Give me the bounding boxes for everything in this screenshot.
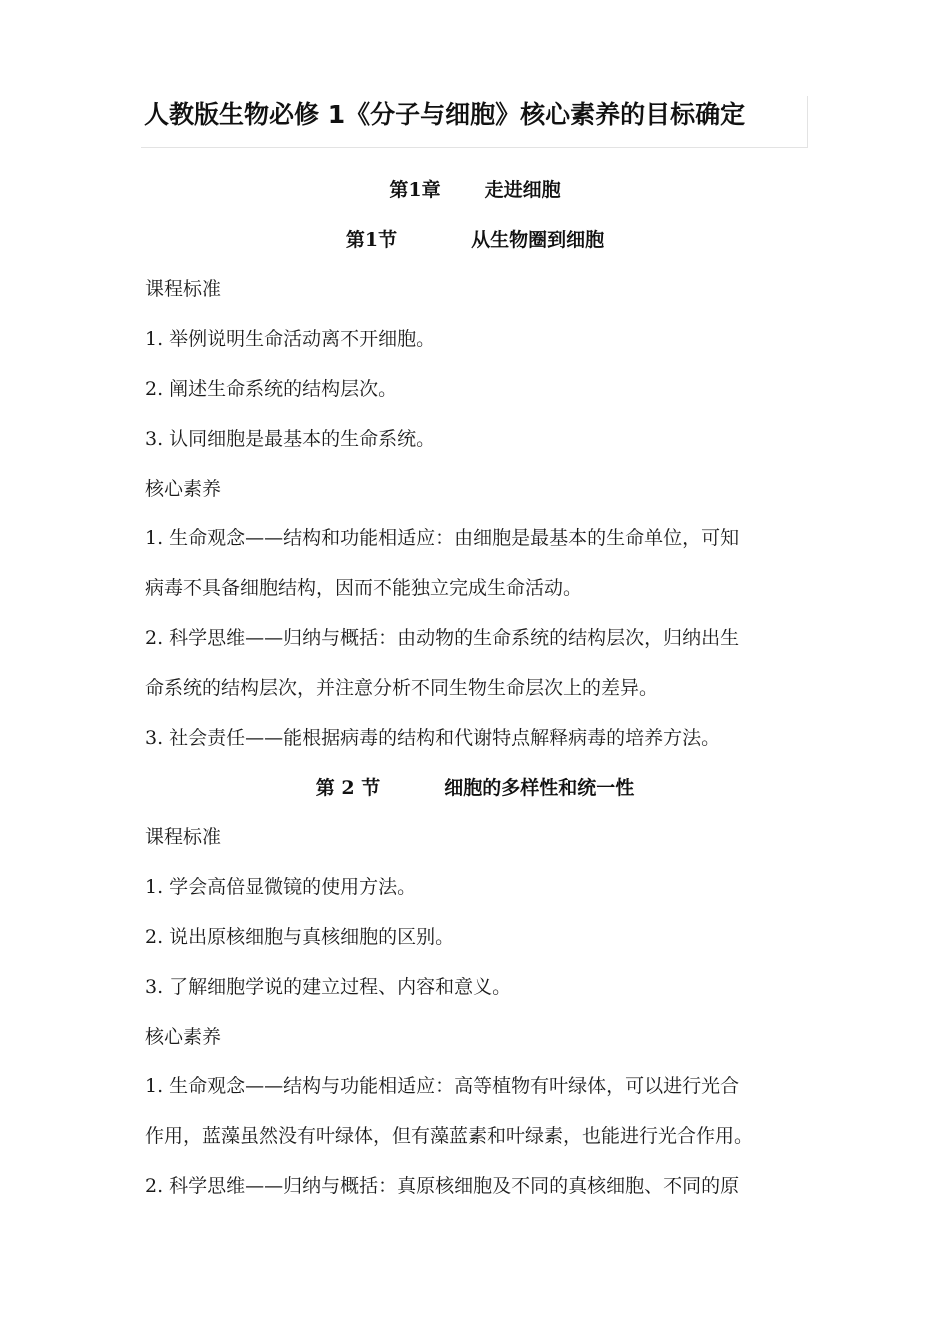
section-2-number: 第 2 节 <box>315 777 381 799</box>
section-1-standard-3: 3. 认同细胞是最基本的生命系统。 <box>145 428 436 450</box>
section-1-name: 从生物圈到细胞 <box>471 229 605 251</box>
title-box <box>141 96 808 148</box>
section-2-literacy-line-3: 2. 科学思维——归纳与概括：真原核细胞及不同的真核细胞、不同的原 <box>145 1175 740 1197</box>
section-2-name: 细胞的多样性和统一性 <box>444 777 635 799</box>
section-1-literacy-line-5: 3. 社会责任——能根据病毒的结构和代谢特点解释病毒的培养方法。 <box>145 727 721 749</box>
section-1-literacy-label: 核心素养 <box>145 478 222 500</box>
section-1-literacy-line-1: 1. 生命观念——结构和功能相适应：由细胞是最基本的生命单位，可知 <box>145 527 740 549</box>
section-1-number: 第1节 <box>345 229 398 251</box>
section-1-heading <box>0 227 950 253</box>
section-2-standard-2: 2. 说出原核细胞与真核细胞的区别。 <box>145 926 455 948</box>
section-2-literacy-line-1: 1. 生命观念——结构与功能相适应：高等植物有叶绿体，可以进行光合 <box>145 1075 740 1097</box>
section-2-standard-1: 1. 学会高倍显微镜的使用方法。 <box>145 876 417 898</box>
section-1-standard-1: 1. 举例说明生命活动离不开细胞。 <box>145 328 436 350</box>
section-1-literacy-line-4: 命系统的结构层次，并注意分析不同生物生命层次上的差异。 <box>145 677 659 699</box>
section-1-literacy-line-3: 2. 科学思维——归纳与概括：由动物的生命系统的结构层次，归纳出生 <box>145 627 740 649</box>
section-1-standard-2: 2. 阐述生命系统的结构层次。 <box>145 378 398 400</box>
section-2-heading <box>0 775 950 801</box>
section-1-literacy-line-2: 病毒不具备细胞结构，因而不能独立完成生命活动。 <box>145 577 583 599</box>
chapter-heading <box>0 177 950 203</box>
section-2-standard-3: 3. 了解细胞学说的建立过程、内容和意义。 <box>145 976 512 998</box>
document-title: 人教版生物必修 1《分子与细胞》核心素养的目标确定 <box>144 100 746 129</box>
section-2-literacy-label: 核心素养 <box>145 1026 222 1048</box>
section-2-literacy-line-2: 作用，蓝藻虽然没有叶绿体，但有藻蓝素和叶绿素，也能进行光合作用。 <box>145 1125 754 1147</box>
section-2-standards-label: 课程标准 <box>145 826 222 848</box>
chapter-number: 第1章 <box>389 179 441 201</box>
chapter-name: 走进细胞 <box>484 179 561 201</box>
section-1-standards-label: 课程标准 <box>145 278 222 300</box>
